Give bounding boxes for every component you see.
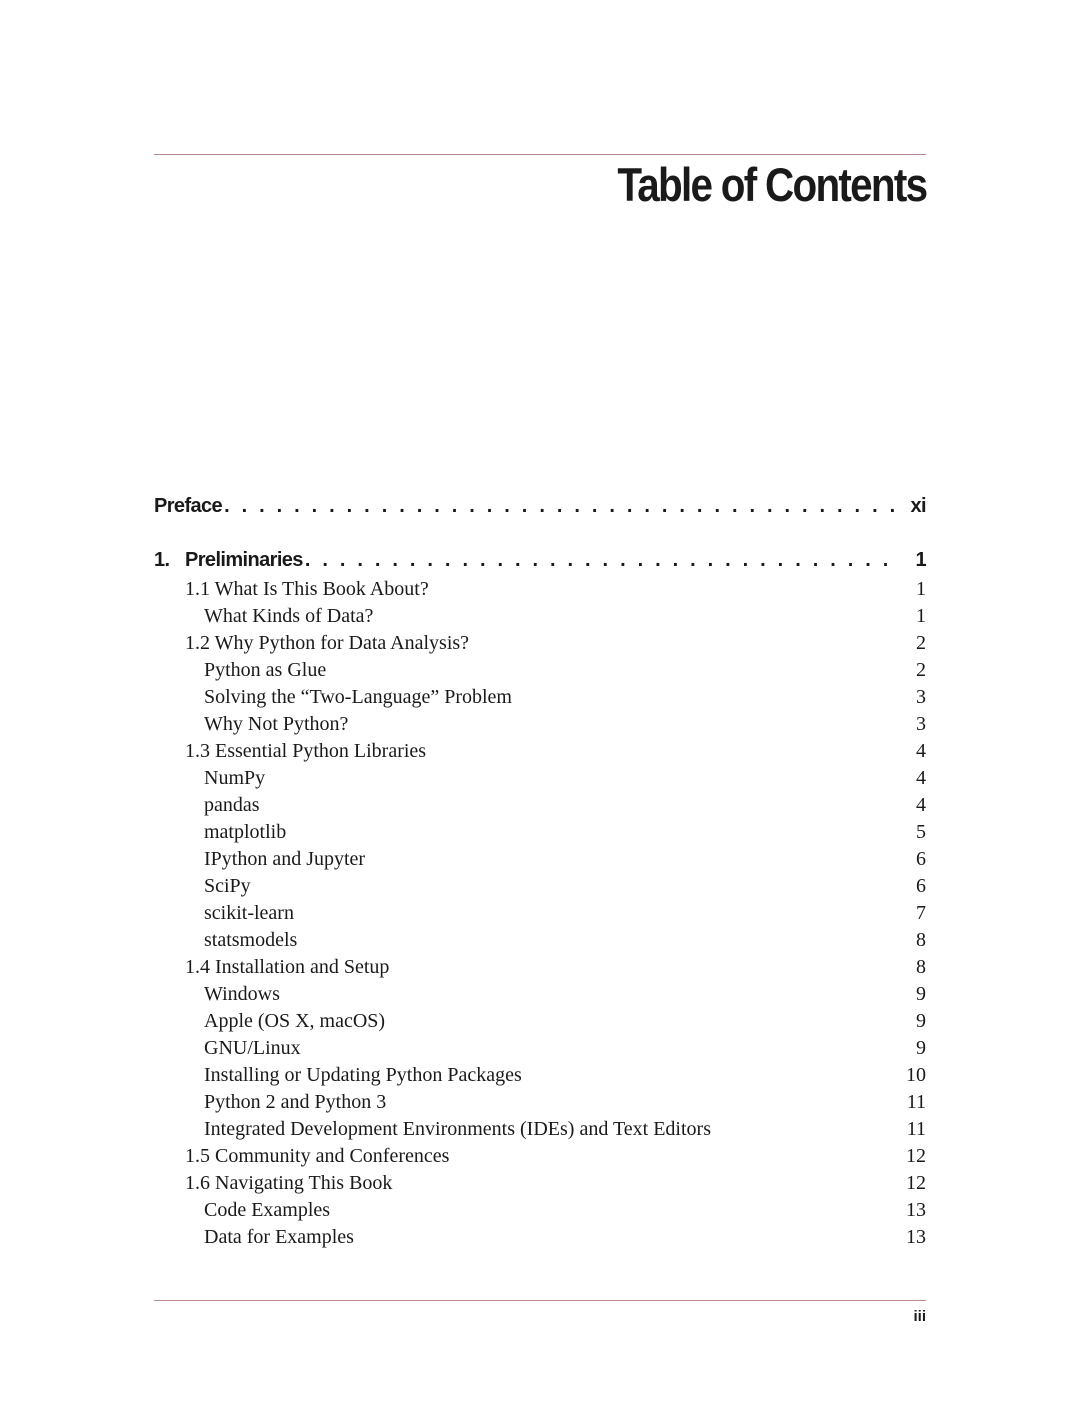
toc-entry-label: Solving the “Two-Language” Problem bbox=[204, 686, 512, 708]
toc-entry[interactable] bbox=[154, 630, 926, 657]
toc-entry[interactable] bbox=[154, 738, 926, 765]
toc-entry-label: 1.4 Installation and Setup bbox=[185, 956, 390, 978]
toc-entry-label: 1.1 What Is This Book About? bbox=[185, 578, 429, 600]
toc-page-number: 6 bbox=[916, 875, 926, 897]
toc-entry[interactable] bbox=[154, 873, 926, 900]
toc-entry[interactable] bbox=[154, 1062, 926, 1089]
table-of-contents bbox=[154, 490, 926, 1251]
toc-page-number: 9 bbox=[916, 1010, 926, 1032]
toc-entry-label: Windows bbox=[204, 983, 280, 1005]
toc-page-number: 4 bbox=[916, 794, 926, 816]
toc-entry[interactable] bbox=[154, 846, 926, 873]
toc-entry[interactable] bbox=[154, 927, 926, 954]
toc-entry[interactable] bbox=[154, 819, 926, 846]
dot-leader bbox=[224, 490, 896, 522]
toc-entry[interactable] bbox=[154, 792, 926, 819]
toc-entry[interactable] bbox=[154, 1035, 926, 1062]
toc-entry-label: statsmodels bbox=[204, 929, 298, 951]
toc-entry[interactable] bbox=[154, 576, 926, 603]
toc-entry[interactable] bbox=[154, 603, 926, 630]
toc-entry-label: 1.5 Community and Conferences bbox=[185, 1145, 450, 1167]
page-folio: iii bbox=[913, 1308, 926, 1325]
toc-entry-label: What Kinds of Data? bbox=[204, 605, 374, 627]
toc-entry-chapter-1[interactable] bbox=[154, 544, 926, 576]
toc-entry-label: IPython and Jupyter bbox=[204, 848, 366, 870]
toc-entry[interactable] bbox=[154, 684, 926, 711]
toc-entry-label: Data for Examples bbox=[204, 1226, 354, 1248]
toc-entry[interactable] bbox=[154, 765, 926, 792]
toc-entry[interactable] bbox=[154, 1197, 926, 1224]
toc-page-number: 13 bbox=[906, 1226, 926, 1248]
toc-entry[interactable] bbox=[154, 1143, 926, 1170]
toc-page-number: 13 bbox=[906, 1199, 926, 1221]
toc-page-number: 3 bbox=[916, 686, 926, 708]
toc-entry-preface[interactable] bbox=[154, 490, 926, 522]
toc-page-number: 11 bbox=[906, 1091, 926, 1113]
toc-entry-label: Apple (OS X, macOS) bbox=[204, 1010, 386, 1032]
toc-entry[interactable] bbox=[154, 900, 926, 927]
toc-entry[interactable] bbox=[154, 1008, 926, 1035]
toc-entry-label: Preliminaries bbox=[185, 549, 303, 571]
toc-entry[interactable] bbox=[154, 711, 926, 738]
toc-page-number: 12 bbox=[906, 1145, 926, 1167]
toc-page-number: 2 bbox=[916, 659, 926, 681]
toc-page-number: 3 bbox=[916, 713, 926, 735]
toc-page-number: 6 bbox=[916, 848, 926, 870]
toc-entry-label: Code Examples bbox=[204, 1199, 331, 1221]
toc-entry[interactable] bbox=[154, 1116, 926, 1143]
toc-entry[interactable] bbox=[154, 954, 926, 981]
toc-page-number: 4 bbox=[916, 767, 926, 789]
toc-page-number: 1 bbox=[916, 605, 926, 627]
toc-entry[interactable] bbox=[154, 1170, 926, 1197]
toc-entry-label: 1.2 Why Python for Data Analysis? bbox=[185, 632, 470, 654]
chapter-number: 1. bbox=[154, 549, 170, 571]
toc-entry[interactable] bbox=[154, 981, 926, 1008]
toc-page-number: 8 bbox=[916, 929, 926, 951]
toc-entry-label: Installing or Updating Python Packages bbox=[204, 1064, 522, 1086]
toc-page-number: 1 bbox=[915, 549, 926, 571]
toc-entry-label: NumPy bbox=[204, 767, 266, 789]
dot-leader bbox=[305, 544, 902, 576]
toc-entry-label: scikit-learn bbox=[204, 902, 294, 924]
toc-page-number: 5 bbox=[916, 821, 926, 843]
toc-page-number: 7 bbox=[916, 902, 926, 924]
toc-page-number: 9 bbox=[916, 983, 926, 1005]
toc-entry-label: 1.3 Essential Python Libraries bbox=[185, 740, 427, 762]
toc-entry-label: pandas bbox=[204, 794, 260, 816]
toc-entry-label: 1.6 Navigating This Book bbox=[185, 1172, 393, 1194]
toc-entry-label: matplotlib bbox=[204, 821, 287, 843]
footer-rule bbox=[154, 1300, 926, 1301]
toc-page-number: 11 bbox=[906, 1118, 926, 1140]
toc-page-number: 8 bbox=[916, 956, 926, 978]
toc-entry-label: Python as Glue bbox=[204, 659, 327, 681]
toc-entry[interactable] bbox=[154, 1089, 926, 1116]
toc-page-number: xi bbox=[910, 495, 926, 517]
toc-page-number: 4 bbox=[916, 740, 926, 762]
toc-page-number: 12 bbox=[906, 1172, 926, 1194]
toc-entry-label: Why Not Python? bbox=[204, 713, 349, 735]
toc-entry[interactable] bbox=[154, 1224, 926, 1251]
toc-entry-label: Python 2 and Python 3 bbox=[204, 1091, 387, 1113]
toc-page-number: 10 bbox=[906, 1064, 926, 1086]
toc-page-number: 1 bbox=[916, 578, 926, 600]
toc-entry-label: Integrated Development Environments (IDEs) and Text Editors bbox=[204, 1118, 711, 1140]
toc-entry-label: GNU/Linux bbox=[204, 1037, 301, 1059]
toc-entry-label: Preface bbox=[154, 495, 223, 517]
page-title: Table of Contents bbox=[616, 158, 926, 211]
toc-page-number: 2 bbox=[916, 632, 926, 654]
toc-page-number: 9 bbox=[916, 1037, 926, 1059]
toc-entry-label: SciPy bbox=[204, 875, 251, 897]
toc-entry[interactable] bbox=[154, 657, 926, 684]
